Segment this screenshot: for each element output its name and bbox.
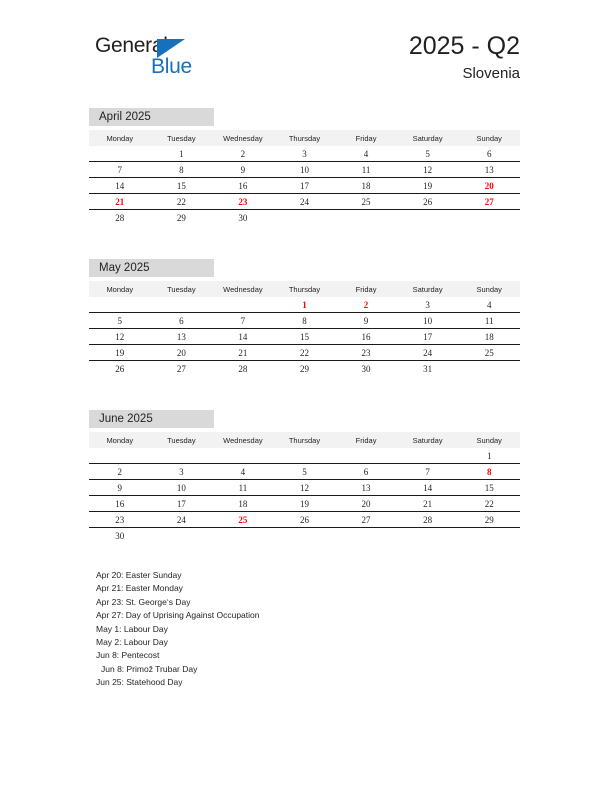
day-cell[interactable]: 13 xyxy=(335,480,397,496)
day-cell[interactable]: 1 xyxy=(151,146,213,162)
holiday-legend-item: Apr 21: Easter Monday xyxy=(96,583,183,594)
weekday-header-tuesday: Tuesday xyxy=(151,130,213,146)
day-cell[interactable]: 16 xyxy=(335,329,397,345)
weekday-header-friday: Friday xyxy=(335,281,397,297)
day-cell[interactable]: 26 xyxy=(274,512,336,528)
week-row xyxy=(89,464,520,480)
day-cell[interactable]: 10 xyxy=(397,313,459,329)
day-cell[interactable]: 7 xyxy=(212,313,274,329)
month-title: May 2025 xyxy=(99,262,150,274)
week-row xyxy=(89,496,520,512)
weekday-header-sunday: Sunday xyxy=(458,130,520,146)
day-cell[interactable]: 29 xyxy=(299,363,309,374)
weekday-header-sunday: Sunday xyxy=(458,432,520,448)
day-cell[interactable]: 28 xyxy=(397,512,459,528)
day-cell-empty xyxy=(397,528,459,544)
day-cell-empty xyxy=(397,448,459,464)
day-cell[interactable]: 9 xyxy=(212,162,274,178)
day-cell-empty xyxy=(274,528,336,544)
day-cell[interactable]: 15 xyxy=(458,480,520,496)
day-cell-empty xyxy=(151,297,213,313)
day-cell[interactable]: 17 xyxy=(274,178,336,194)
week-row xyxy=(89,345,520,361)
day-cell[interactable]: 26 xyxy=(397,194,459,210)
day-cell[interactable]: 26 xyxy=(115,363,125,374)
weekday-header-friday: Friday xyxy=(335,432,397,448)
day-cell[interactable]: 3 xyxy=(397,297,459,313)
week-row xyxy=(89,361,520,377)
day-cell-empty xyxy=(151,448,213,464)
day-cell-empty xyxy=(89,146,151,162)
day-cell[interactable]: 11 xyxy=(458,313,520,329)
month-banner xyxy=(89,410,214,428)
month-title: June 2025 xyxy=(99,413,153,425)
weekday-header-thursday: Thursday xyxy=(274,130,336,146)
day-cell-holiday[interactable]: 25 xyxy=(212,512,274,528)
day-cell-holiday[interactable]: 23 xyxy=(212,194,274,210)
day-cell[interactable]: 14 xyxy=(397,480,459,496)
day-cell[interactable]: 8 xyxy=(151,162,213,178)
day-cell[interactable]: 11 xyxy=(335,162,397,178)
calendar-grid xyxy=(89,130,520,225)
day-cell[interactable]: 6 xyxy=(151,313,213,329)
day-cell[interactable]: 15 xyxy=(151,178,213,194)
day-cell[interactable]: 5 xyxy=(274,464,336,480)
holiday-legend-item: May 1: Labour Day xyxy=(96,623,168,634)
weekday-header-saturday: Saturday xyxy=(397,281,459,297)
title-block xyxy=(409,32,520,84)
day-cell-empty xyxy=(335,210,397,226)
day-cell[interactable]: 27 xyxy=(176,363,186,374)
day-cell-holiday[interactable]: 1 xyxy=(274,297,336,313)
week-row xyxy=(89,178,520,194)
day-cell[interactable]: 17 xyxy=(397,329,459,345)
weekday-header-monday: Monday xyxy=(89,130,151,146)
day-cell[interactable]: 14 xyxy=(89,178,151,194)
day-cell-empty xyxy=(151,528,213,544)
weekday-header-tuesday: Tuesday xyxy=(151,281,213,297)
day-cell[interactable]: 16 xyxy=(89,496,151,512)
calendar-grid xyxy=(89,281,520,376)
day-cell-empty xyxy=(212,528,274,544)
logo-text-blue: Blue xyxy=(151,55,192,78)
holiday-legend-item: Apr 20: Easter Sunday xyxy=(96,570,182,580)
day-cell[interactable]: 4 xyxy=(212,464,274,480)
weekday-header-row xyxy=(89,432,520,448)
month-block xyxy=(89,259,520,376)
holiday-legend-item: Apr 27: Day of Uprising Against Occupation xyxy=(96,610,260,621)
weekday-header-sunday: Sunday xyxy=(458,281,520,297)
week-row xyxy=(89,210,520,226)
day-cell[interactable]: 13 xyxy=(458,162,520,178)
week-row xyxy=(89,528,520,544)
page-title: 2025 - Q2 xyxy=(408,32,520,60)
day-cell[interactable]: 28 xyxy=(238,363,248,374)
weekday-header-tuesday: Tuesday xyxy=(151,432,213,448)
weekday-header-wednesday: Wednesday xyxy=(212,432,274,448)
weekday-header-thursday: Thursday xyxy=(274,281,336,297)
day-cell-empty xyxy=(274,448,336,464)
day-cell[interactable]: 21 xyxy=(397,496,459,512)
month-block xyxy=(89,410,520,543)
day-cell-holiday[interactable]: 21 xyxy=(89,194,151,210)
day-cell-holiday[interactable]: 8 xyxy=(458,464,520,480)
day-cell[interactable]: 23 xyxy=(335,345,397,361)
day-cell-holiday[interactable]: 20 xyxy=(458,178,520,194)
day-cell[interactable]: 25 xyxy=(335,194,397,210)
day-cell[interactable]: 14 xyxy=(212,329,274,345)
day-cell-empty xyxy=(89,297,151,313)
holiday-legend-item: Jun 8: Pentecost xyxy=(96,650,160,661)
weekday-header-row xyxy=(89,281,520,297)
week-row xyxy=(89,194,520,210)
week-row xyxy=(89,512,520,528)
weekday-header-wednesday: Wednesday xyxy=(212,130,274,146)
week-row xyxy=(89,146,520,162)
day-cell[interactable]: 10 xyxy=(151,480,213,496)
day-cell[interactable]: 29 xyxy=(458,512,520,528)
day-cell[interactable]: 1 xyxy=(458,448,520,464)
day-cell[interactable]: 6 xyxy=(335,464,397,480)
day-cell-empty xyxy=(274,210,336,226)
month-banner xyxy=(89,108,214,126)
day-cell[interactable]: 19 xyxy=(397,178,459,194)
day-cell[interactable]: 19 xyxy=(89,345,151,361)
day-cell[interactable]: 12 xyxy=(274,480,336,496)
weekday-header-thursday: Thursday xyxy=(274,432,336,448)
week-row xyxy=(89,313,520,329)
day-cell[interactable]: 2 xyxy=(212,146,274,162)
day-cell[interactable]: 18 xyxy=(335,178,397,194)
page-subtitle: Slovenia xyxy=(462,65,520,82)
weekday-header-wednesday: Wednesday xyxy=(212,281,274,297)
day-cell[interactable]: 17 xyxy=(151,496,213,512)
weekday-header-friday: Friday xyxy=(335,130,397,146)
day-cell[interactable]: 22 xyxy=(458,496,520,512)
day-cell-empty xyxy=(335,448,397,464)
weekday-header-saturday: Saturday xyxy=(397,130,459,146)
day-cell-empty xyxy=(212,297,274,313)
page-header xyxy=(0,0,612,100)
day-cell[interactable]: 3 xyxy=(274,146,336,162)
week-row xyxy=(89,480,520,496)
day-cell[interactable]: 3 xyxy=(151,464,213,480)
weekday-header-monday: Monday xyxy=(89,281,151,297)
week-row xyxy=(89,448,520,464)
day-cell[interactable]: 24 xyxy=(397,345,459,361)
day-cell[interactable]: 19 xyxy=(274,496,336,512)
week-row xyxy=(89,329,520,345)
day-cell-empty xyxy=(89,448,151,464)
day-cell[interactable]: 24 xyxy=(274,194,336,210)
weekday-header-monday: Monday xyxy=(89,432,151,448)
day-cell[interactable]: 6 xyxy=(458,146,520,162)
day-cell-empty xyxy=(397,210,459,226)
day-cell[interactable]: 18 xyxy=(212,496,274,512)
holiday-legend-item: Jun 25: Statehood Day xyxy=(96,677,183,688)
day-cell[interactable]: 13 xyxy=(151,329,213,345)
day-cell-empty xyxy=(458,361,520,377)
day-cell[interactable]: 12 xyxy=(89,329,151,345)
holiday-legend-item: Jun 8: Primož Trubar Day xyxy=(101,663,198,674)
day-cell[interactable]: 12 xyxy=(397,162,459,178)
day-cell[interactable]: 4 xyxy=(335,146,397,162)
logo-text-general: General xyxy=(95,34,168,57)
day-cell-empty xyxy=(458,210,520,226)
day-cell[interactable]: 30 xyxy=(361,363,371,374)
week-row xyxy=(89,297,520,313)
day-cell[interactable]: 7 xyxy=(397,464,459,480)
day-cell[interactable]: 23 xyxy=(89,512,151,528)
day-cell[interactable]: 22 xyxy=(274,345,336,361)
day-cell-empty xyxy=(212,448,274,464)
day-cell[interactable]: 9 xyxy=(335,313,397,329)
day-cell[interactable]: 30 xyxy=(115,530,125,541)
day-cell[interactable]: 4 xyxy=(458,297,520,313)
day-cell[interactable]: 28 xyxy=(115,212,125,223)
day-cell[interactable]: 29 xyxy=(176,212,186,223)
day-cell[interactable]: 15 xyxy=(274,329,336,345)
day-cell[interactable]: 31 xyxy=(423,363,433,374)
holiday-legend-item: Apr 23: St. George‘s Day xyxy=(96,596,191,607)
holiday-legend xyxy=(96,569,496,690)
day-cell[interactable]: 16 xyxy=(212,178,274,194)
day-cell[interactable]: 20 xyxy=(151,345,213,361)
day-cell[interactable]: 25 xyxy=(458,345,520,361)
month-title: April 2025 xyxy=(99,111,151,123)
day-cell[interactable]: 24 xyxy=(151,512,213,528)
day-cell[interactable]: 5 xyxy=(397,146,459,162)
week-row xyxy=(89,162,520,178)
day-cell[interactable]: 30 xyxy=(238,212,248,223)
day-cell[interactable]: 21 xyxy=(212,345,274,361)
day-cell-empty xyxy=(458,528,520,544)
day-cell[interactable]: 27 xyxy=(335,512,397,528)
day-cell-empty xyxy=(335,528,397,544)
day-cell[interactable]: 10 xyxy=(274,162,336,178)
day-cell-holiday[interactable]: 27 xyxy=(458,194,520,210)
month-block xyxy=(89,108,520,225)
day-cell[interactable]: 5 xyxy=(89,313,151,329)
calendar-grid xyxy=(89,432,520,543)
day-cell[interactable]: 2 xyxy=(89,464,151,480)
weekday-header-saturday: Saturday xyxy=(397,432,459,448)
day-cell[interactable]: 22 xyxy=(151,194,213,210)
day-cell-holiday[interactable]: 2 xyxy=(335,297,397,313)
month-banner xyxy=(89,259,214,277)
day-cell[interactable]: 11 xyxy=(212,480,274,496)
holiday-legend-item: May 2: Labour Day xyxy=(96,637,168,648)
day-cell[interactable]: 20 xyxy=(335,496,397,512)
day-cell[interactable]: 9 xyxy=(89,480,151,496)
general-blue-logo xyxy=(95,34,275,84)
day-cell[interactable]: 8 xyxy=(274,313,336,329)
day-cell[interactable]: 7 xyxy=(89,162,151,178)
day-cell[interactable]: 18 xyxy=(458,329,520,345)
weekday-header-row xyxy=(89,130,520,146)
